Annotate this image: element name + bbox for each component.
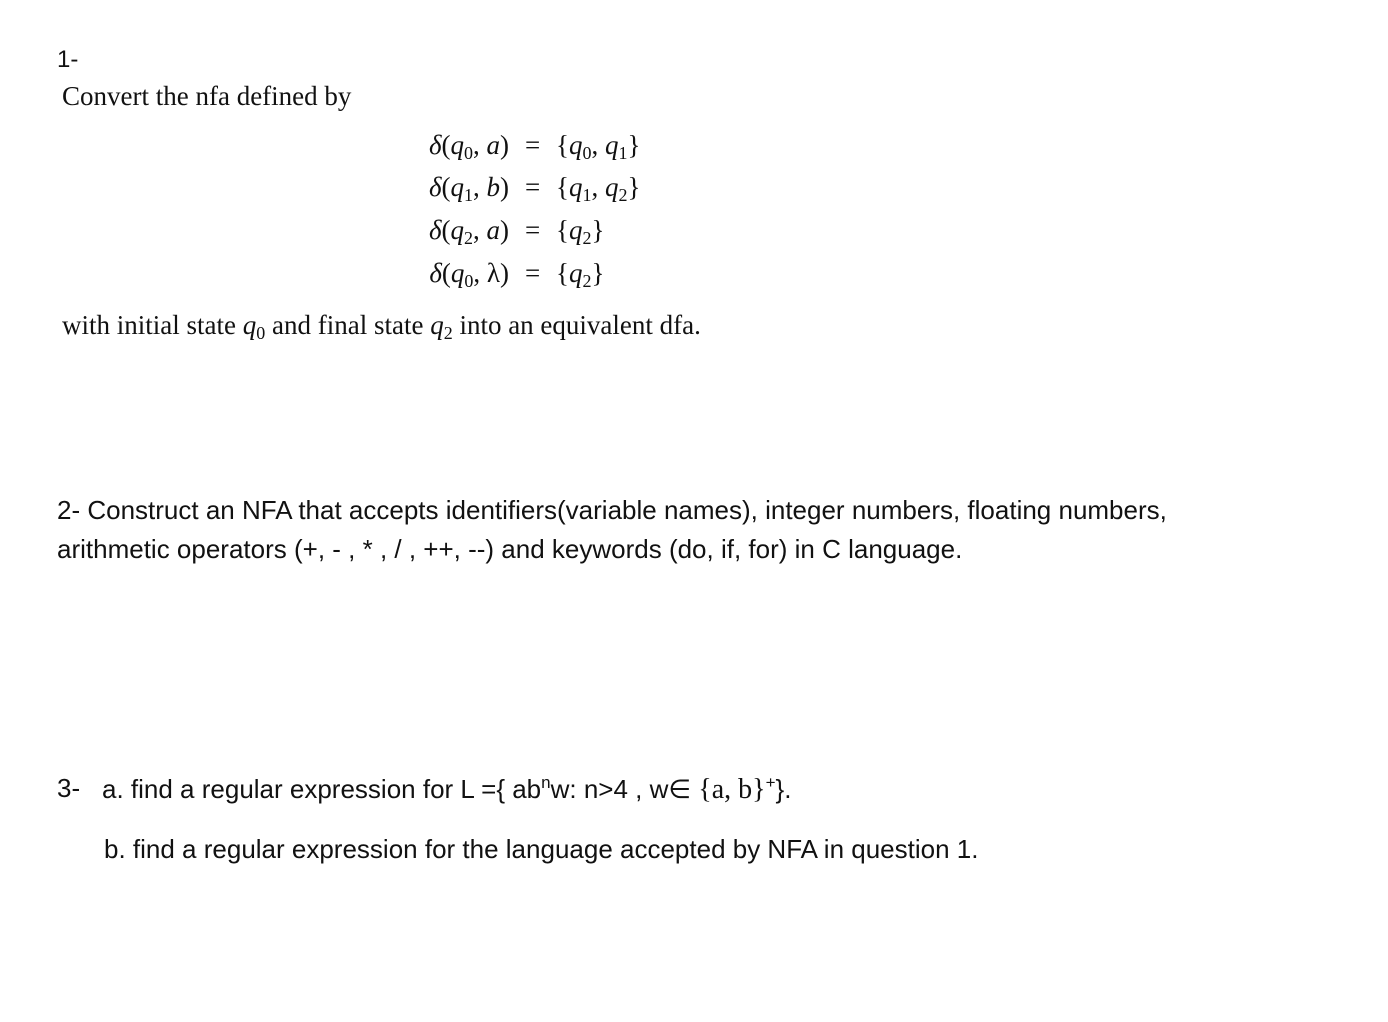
- transition-equation-3: $\delta(q_2$, a) = $\{q_2\}$: [428, 215, 605, 248]
- question-1-outro: with initial state $q_0$ and final state $q_2$ into an equivalent dfa.: [62, 310, 701, 343]
- question-3b: b. find a regular expression for the language accepted by NFA in question 1.: [104, 834, 979, 864]
- question-3a: a. find a regular expression for L ={ $ab^nw$: n>4 , w∈ {a, b}+}.: [102, 773, 792, 805]
- transition-equation-1: $\delta(q_0$, a) = {$q_0$, $q_1$}: [428, 130, 641, 163]
- transition-equation-4: $\delta(q_0$, λ) = $\{q_2\}$: [429, 258, 605, 291]
- transition-equation-2: $\delta(q_1$, b) = {$q_1$, $q_2$}: [428, 172, 641, 205]
- question-2-line-2: arithmetic operators (+, - , * , / , ++, --) and keywords (do, if, for) in C language.: [57, 534, 963, 564]
- question-3-number: 3-: [57, 773, 81, 803]
- question-2-line-1: 2- Construct an NFA that accepts identifiers(variable names), integer numbers, floating numbers,: [57, 495, 1167, 525]
- question-1-intro: Convert the nfa defined by: [62, 81, 352, 111]
- question-1-number: 1-: [57, 46, 79, 73]
